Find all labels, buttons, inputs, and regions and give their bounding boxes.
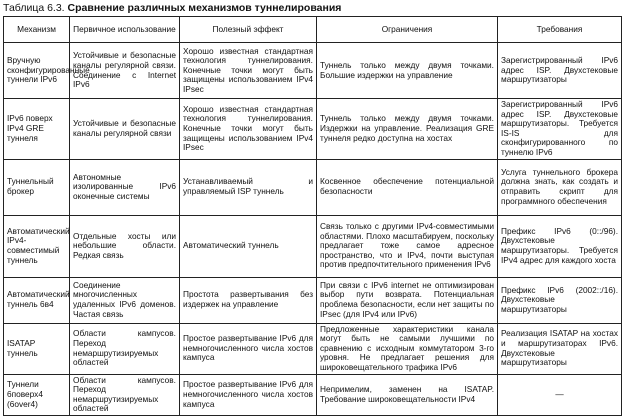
cell-usage: Устойчивые и безопасные каналы регулярной связи (70, 99, 180, 160)
cell-usage: Соединение многочисленных удаленных IPv6 доменов. Частая связь (70, 277, 180, 323)
cell-mechanism: Автоматический туннель 6в4 (4, 277, 70, 323)
cell-mechanism: IPv6 поверх IPv4 GRE туннеля (4, 99, 70, 160)
cell-mechanism: Туннели 6поверх4 (6over4) (4, 374, 70, 415)
column-header-usage: Первичное использование (70, 17, 180, 43)
cell-usage: Автономные изолированные IPv6 оконечные системы (70, 159, 180, 215)
cell-requirements: Префикс IPv6 (2002::/16). Двухстековые маршрутизаторы (498, 277, 622, 323)
cell-mechanism: Туннельный брокер (4, 159, 70, 215)
cell-limits: Туннель только между двумя точками. Большие издержки на управление (317, 43, 498, 99)
cell-usage: Области кампусов. Переход немаршрутизируемых областей (70, 374, 180, 415)
cell-benefit: Простота развертывания без издержек на управление (180, 277, 317, 323)
table-row (4, 277, 622, 323)
cell-usage: Отдельные хосты или небольшие области. Редкая связь (70, 215, 180, 277)
cell-benefit: Хорошо известная стандартная технология туннелирования. Конечные точки могут быть защищены использованием IPv4 IPsec (180, 43, 317, 99)
cell-mechanism: Вручную сконфигурированные туннели IPv6 (4, 43, 70, 99)
cell-limits: При связи с IPv6 internet не оптимизирован выбор пути возврата. Потенциальная проблема безопасности, если нет защиты по IPsec (для IPv4 или IPv6) (317, 277, 498, 323)
comparison-table (3, 16, 622, 416)
cell-usage: Устойчивые и безопасные каналы регулярной связи. Соединение с Internet IPv6 (70, 43, 180, 99)
cell-benefit: Хорошо известная стандартная технология туннелирования. Конечные точки могут быть защищены использованием IPv4 IPsec (180, 99, 317, 160)
table-row (4, 159, 622, 215)
cell-benefit: Простое развертывание IPv6 для немногочисленного числа хостов кампуса (180, 323, 317, 374)
table-number: Таблица 6.3. (3, 2, 65, 14)
table-row (4, 99, 622, 160)
cell-limits: Косвенное обеспечение потенциальной безопасности (317, 159, 498, 215)
cell-benefit: Простое развертывание IPv6 для немногочисленного числа хостов кампуса (180, 374, 317, 415)
cell-limits: Туннель только между двумя точками. Издержки на управление. Реализация GRE туннеля редко доступна на хостах (317, 99, 498, 160)
cell-requirements: — (498, 374, 622, 415)
column-header-requirements: Требования (498, 17, 622, 43)
cell-requirements: Услуга туннельного брокера должна знать, как создать и отправить скрипт для программного обеспечения (498, 159, 622, 215)
column-header-limits: Ограничения (317, 17, 498, 43)
table-caption (3, 2, 341, 14)
table-row (4, 43, 622, 99)
table-row (4, 374, 622, 415)
column-header-mechanism: Механизм (4, 17, 70, 43)
cell-mechanism: ISATAP туннель (4, 323, 70, 374)
cell-requirements: Реализация ISATAP на хостах и маршрутизаторах IPv6. Двухстековые маршрутизаторы (498, 323, 622, 374)
cell-requirements: Префикс IPv6 (0::/96). Двухстековые маршрутизаторы. Требуется IPv4 адрес для каждого хоста (498, 215, 622, 277)
table-row (4, 215, 622, 277)
cell-limits: Предложенные характеристики канала могут быть не самыми лучшими по сравнению с исходным коммутатором 3-го уровня. Не предлагает решения для широковещательного трафика IPv6 (317, 323, 498, 374)
cell-requirements: Зарегистрированный IPv6 адрес ISP. Двухстековые маршрутизаторы. Требуется IS-IS для сконфигурированного по туннелю IPv6 (498, 99, 622, 160)
table-row (4, 323, 622, 374)
cell-benefit: Автоматический туннель (180, 215, 317, 277)
table-title: Сравнение различных механизмов туннелирования (67, 2, 342, 14)
header-row (4, 17, 622, 43)
cell-limits: Непримелим, заменен на ISATAP. Требование широковещательности IPv4 (317, 374, 498, 415)
cell-mechanism: Автоматический IPv4-совместимый туннель (4, 215, 70, 277)
cell-usage: Области кампусов. Переход немаршрутизируемых областей (70, 323, 180, 374)
cell-benefit: Устанавливаемый и управляемый ISP туннель (180, 159, 317, 215)
column-header-benefit: Полезный эффект (180, 17, 317, 43)
cell-limits: Связь только с другими IPv4-совместимыми областями. Плохо масштабируем, поскольку предлагает тоже самое адресное пространство, что и IPv4, почти выступая против предпочтительного применения IPv6 (317, 215, 498, 277)
cell-requirements: Зарегистрированный IPv6 адрес ISP. Двухстековые маршрутизаторы (498, 43, 622, 99)
